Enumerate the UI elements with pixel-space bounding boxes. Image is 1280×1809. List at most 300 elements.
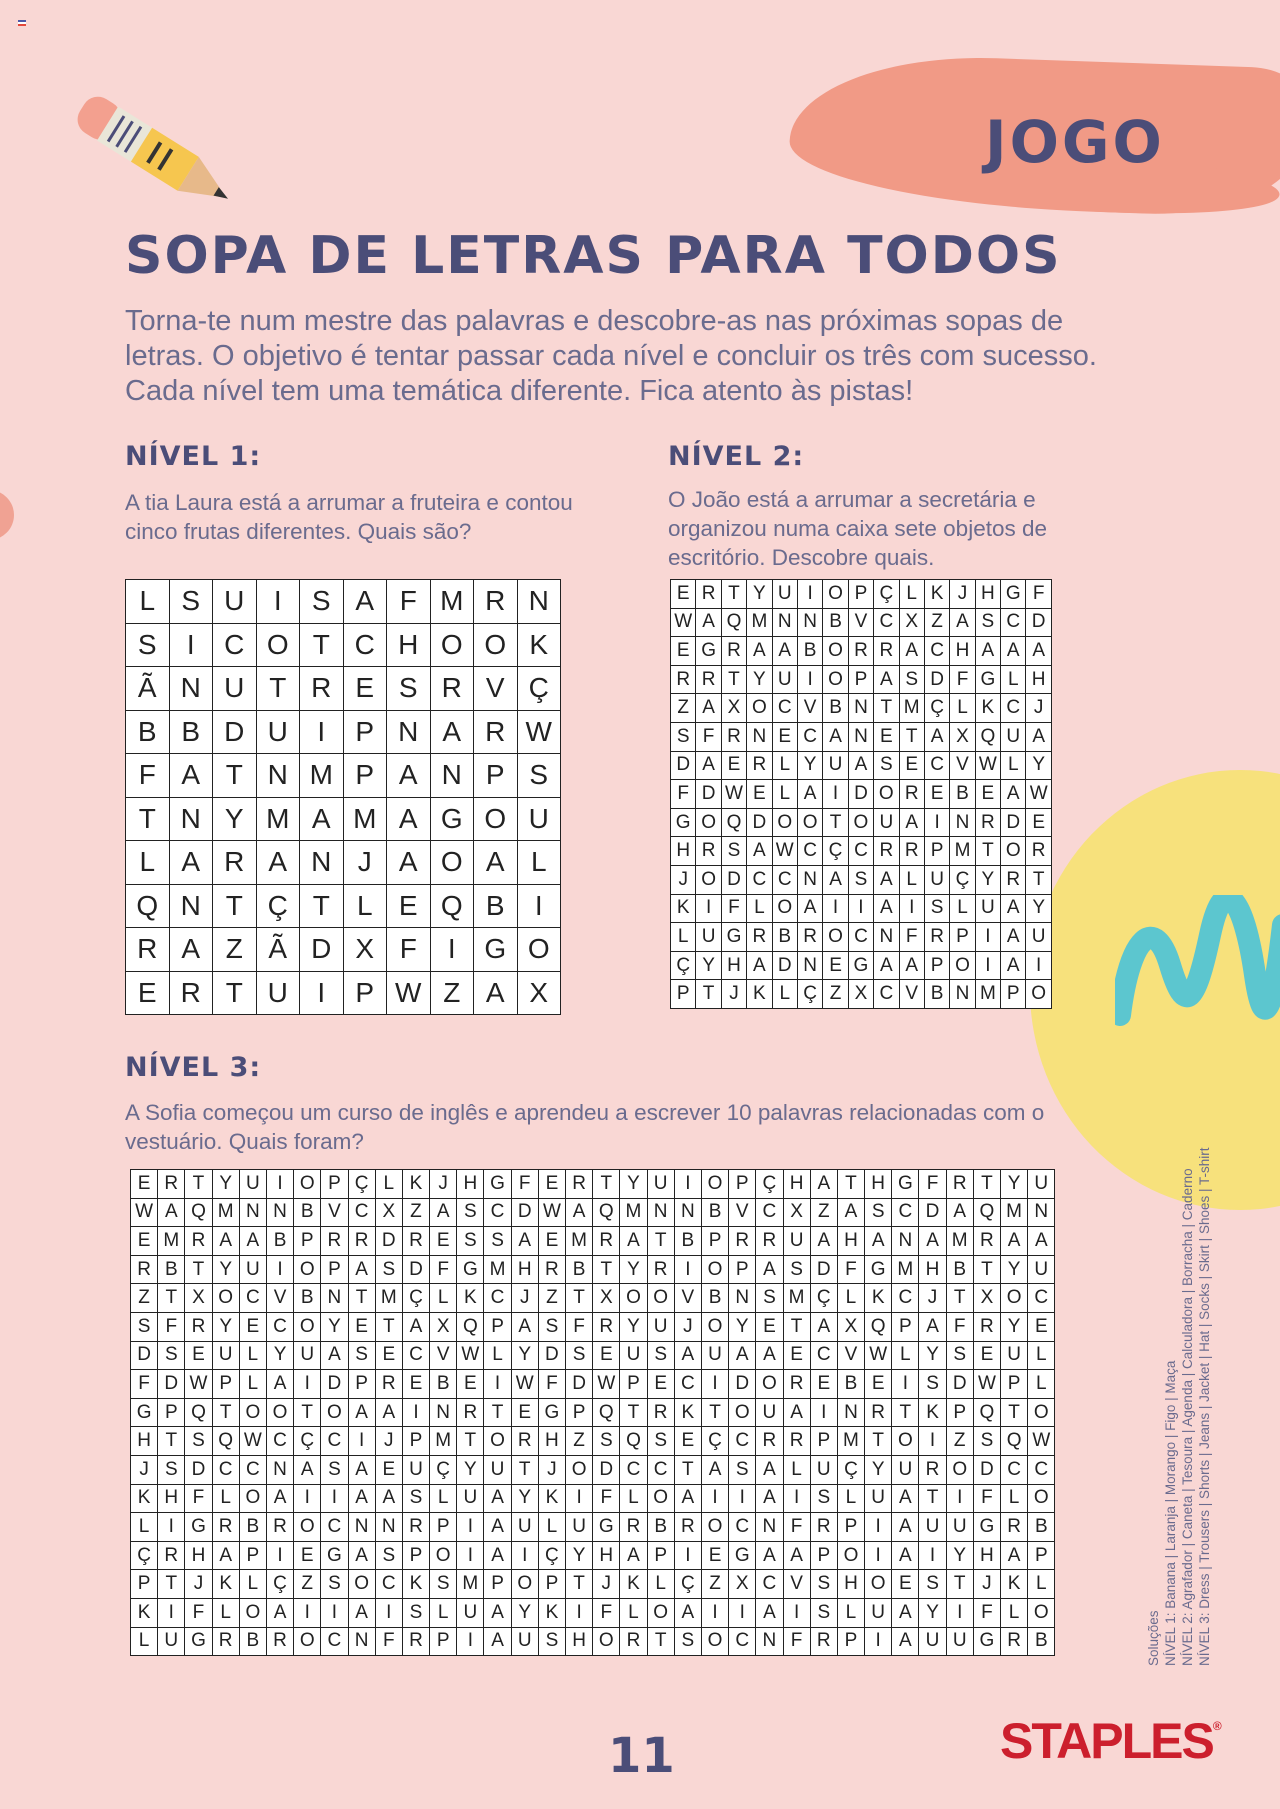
- grid-cell[interactable]: U: [213, 580, 257, 624]
- grid-cell[interactable]: D: [729, 1370, 756, 1399]
- grid-cell[interactable]: Ç: [430, 1455, 457, 1484]
- grid-cell[interactable]: T: [126, 797, 170, 841]
- grid-cell[interactable]: C: [348, 1198, 375, 1227]
- grid-cell[interactable]: G: [865, 1255, 892, 1284]
- grid-cell[interactable]: O: [823, 637, 848, 666]
- grid-cell[interactable]: U: [865, 1598, 892, 1627]
- grid-cell[interactable]: F: [593, 1484, 620, 1513]
- grid-cell[interactable]: L: [620, 1598, 647, 1627]
- grid-cell[interactable]: A: [430, 1198, 457, 1227]
- grid-cell[interactable]: L: [747, 894, 772, 923]
- grid-cell[interactable]: Ç: [131, 1541, 158, 1570]
- grid-cell[interactable]: J: [430, 1170, 457, 1199]
- grid-cell[interactable]: I: [266, 1170, 293, 1199]
- grid-cell[interactable]: F: [131, 1370, 158, 1399]
- grid-cell[interactable]: Ç: [348, 1170, 375, 1199]
- grid-cell[interactable]: T: [973, 1255, 1000, 1284]
- grid-cell[interactable]: T: [158, 1570, 185, 1599]
- grid-cell[interactable]: N: [321, 1284, 348, 1313]
- grid-cell[interactable]: O: [239, 1484, 266, 1513]
- grid-cell[interactable]: N: [729, 1284, 756, 1313]
- grid-cell[interactable]: B: [474, 884, 518, 928]
- grid-cell[interactable]: H: [387, 623, 431, 667]
- grid-cell[interactable]: N: [430, 1398, 457, 1427]
- grid-cell[interactable]: I: [169, 623, 213, 667]
- grid-cell[interactable]: I: [946, 1484, 973, 1513]
- grid-cell[interactable]: N: [348, 1513, 375, 1542]
- grid-cell[interactable]: L: [484, 1341, 511, 1370]
- grid-cell[interactable]: I: [797, 580, 822, 609]
- grid-cell[interactable]: D: [185, 1455, 212, 1484]
- grid-cell[interactable]: I: [484, 1370, 511, 1399]
- grid-cell[interactable]: I: [158, 1513, 185, 1542]
- grid-cell[interactable]: V: [783, 1570, 810, 1599]
- grid-cell[interactable]: U: [892, 1455, 919, 1484]
- grid-cell[interactable]: E: [343, 667, 387, 711]
- grid-cell[interactable]: O: [1001, 1284, 1028, 1313]
- grid-cell[interactable]: A: [266, 1484, 293, 1513]
- grid-cell[interactable]: S: [158, 1455, 185, 1484]
- grid-cell[interactable]: B: [566, 1255, 593, 1284]
- grid-cell[interactable]: Q: [865, 1312, 892, 1341]
- grid-cell[interactable]: O: [566, 1455, 593, 1484]
- grid-cell[interactable]: C: [747, 865, 772, 894]
- grid-cell[interactable]: P: [837, 1513, 864, 1542]
- grid-cell[interactable]: A: [430, 710, 474, 754]
- grid-cell[interactable]: O: [430, 1541, 457, 1570]
- grid-cell[interactable]: R: [593, 1312, 620, 1341]
- grid-cell[interactable]: H: [919, 1255, 946, 1284]
- grid-cell[interactable]: P: [566, 1398, 593, 1427]
- grid-cell[interactable]: A: [1026, 637, 1051, 666]
- grid-cell[interactable]: M: [1001, 1198, 1028, 1227]
- grid-cell[interactable]: E: [131, 1227, 158, 1256]
- grid-cell[interactable]: O: [239, 1398, 266, 1427]
- grid-cell[interactable]: F: [950, 665, 975, 694]
- level2-word-grid[interactable]: [670, 579, 1052, 1009]
- grid-cell[interactable]: I: [865, 1513, 892, 1542]
- grid-cell[interactable]: T: [899, 722, 924, 751]
- grid-cell[interactable]: P: [348, 1370, 375, 1399]
- grid-cell[interactable]: S: [185, 1427, 212, 1456]
- grid-cell[interactable]: R: [300, 667, 344, 711]
- grid-cell[interactable]: K: [538, 1484, 565, 1513]
- grid-cell[interactable]: C: [647, 1455, 674, 1484]
- grid-cell[interactable]: U: [213, 667, 257, 711]
- grid-cell[interactable]: N: [756, 1627, 783, 1656]
- grid-cell[interactable]: K: [402, 1570, 429, 1599]
- grid-cell[interactable]: U: [457, 1484, 484, 1513]
- grid-cell[interactable]: O: [772, 894, 797, 923]
- grid-cell[interactable]: B: [126, 710, 170, 754]
- grid-cell[interactable]: R: [538, 1255, 565, 1284]
- grid-cell[interactable]: G: [696, 637, 721, 666]
- grid-cell[interactable]: Y: [511, 1341, 538, 1370]
- grid-cell[interactable]: S: [848, 865, 873, 894]
- grid-cell[interactable]: S: [721, 837, 746, 866]
- grid-cell[interactable]: D: [1026, 608, 1051, 637]
- grid-cell[interactable]: T: [484, 1398, 511, 1427]
- grid-cell[interactable]: A: [239, 1227, 266, 1256]
- grid-cell[interactable]: O: [696, 808, 721, 837]
- grid-cell[interactable]: T: [1001, 1398, 1028, 1427]
- grid-cell[interactable]: S: [975, 608, 1000, 637]
- grid-cell[interactable]: Y: [1001, 1170, 1028, 1199]
- grid-cell[interactable]: C: [343, 623, 387, 667]
- grid-cell[interactable]: Y: [747, 580, 772, 609]
- grid-cell[interactable]: U: [772, 665, 797, 694]
- grid-cell[interactable]: M: [783, 1284, 810, 1313]
- grid-cell[interactable]: S: [756, 1284, 783, 1313]
- grid-cell[interactable]: A: [484, 1541, 511, 1570]
- grid-cell[interactable]: T: [593, 1255, 620, 1284]
- grid-cell[interactable]: A: [300, 797, 344, 841]
- grid-cell[interactable]: R: [474, 580, 518, 624]
- grid-cell[interactable]: E: [924, 780, 949, 809]
- grid-cell[interactable]: O: [430, 841, 474, 885]
- grid-cell[interactable]: J: [1026, 694, 1051, 723]
- grid-cell[interactable]: D: [721, 865, 746, 894]
- grid-cell[interactable]: K: [131, 1484, 158, 1513]
- grid-cell[interactable]: F: [593, 1598, 620, 1627]
- grid-cell[interactable]: R: [810, 1513, 837, 1542]
- grid-cell[interactable]: Z: [538, 1284, 565, 1313]
- grid-cell[interactable]: Y: [1026, 894, 1051, 923]
- grid-cell[interactable]: N: [950, 808, 975, 837]
- grid-cell[interactable]: B: [169, 710, 213, 754]
- grid-cell[interactable]: I: [919, 1427, 946, 1456]
- grid-cell[interactable]: H: [131, 1427, 158, 1456]
- grid-cell[interactable]: S: [647, 1427, 674, 1456]
- grid-cell[interactable]: J: [919, 1284, 946, 1313]
- grid-cell[interactable]: C: [848, 923, 873, 952]
- grid-cell[interactable]: W: [975, 751, 1000, 780]
- grid-cell[interactable]: T: [1026, 865, 1051, 894]
- grid-cell[interactable]: E: [126, 971, 170, 1015]
- grid-cell[interactable]: Ç: [837, 1455, 864, 1484]
- grid-cell[interactable]: R: [975, 808, 1000, 837]
- grid-cell[interactable]: I: [457, 1627, 484, 1656]
- grid-cell[interactable]: A: [756, 1455, 783, 1484]
- grid-cell[interactable]: C: [484, 1284, 511, 1313]
- grid-cell[interactable]: H: [158, 1484, 185, 1513]
- grid-cell[interactable]: L: [899, 580, 924, 609]
- grid-cell[interactable]: C: [321, 1627, 348, 1656]
- grid-cell[interactable]: R: [593, 1227, 620, 1256]
- grid-cell[interactable]: R: [474, 710, 518, 754]
- grid-cell[interactable]: E: [647, 1370, 674, 1399]
- grid-cell[interactable]: B: [823, 694, 848, 723]
- grid-cell[interactable]: R: [747, 923, 772, 952]
- grid-cell[interactable]: P: [474, 754, 518, 798]
- grid-cell[interactable]: K: [865, 1284, 892, 1313]
- grid-cell[interactable]: I: [919, 1541, 946, 1570]
- grid-cell[interactable]: C: [874, 980, 899, 1009]
- grid-cell[interactable]: R: [924, 923, 949, 952]
- grid-cell[interactable]: C: [892, 1198, 919, 1227]
- grid-cell[interactable]: Ç: [538, 1541, 565, 1570]
- grid-cell[interactable]: I: [924, 808, 949, 837]
- grid-cell[interactable]: N: [674, 1198, 701, 1227]
- grid-cell[interactable]: D: [848, 780, 873, 809]
- grid-cell[interactable]: E: [593, 1341, 620, 1370]
- grid-cell[interactable]: M: [892, 1255, 919, 1284]
- grid-cell[interactable]: X: [973, 1284, 1000, 1313]
- grid-cell[interactable]: Y: [212, 1312, 239, 1341]
- grid-cell[interactable]: R: [899, 780, 924, 809]
- grid-cell[interactable]: N: [266, 1198, 293, 1227]
- grid-cell[interactable]: T: [213, 884, 257, 928]
- grid-cell[interactable]: N: [756, 1513, 783, 1542]
- grid-cell[interactable]: B: [294, 1284, 321, 1313]
- grid-cell[interactable]: P: [647, 1541, 674, 1570]
- grid-cell[interactable]: K: [402, 1170, 429, 1199]
- grid-cell[interactable]: L: [1001, 1484, 1028, 1513]
- grid-cell[interactable]: P: [402, 1427, 429, 1456]
- grid-cell[interactable]: E: [671, 637, 696, 666]
- grid-cell[interactable]: Z: [810, 1198, 837, 1227]
- grid-cell[interactable]: D: [671, 751, 696, 780]
- grid-cell[interactable]: A: [321, 1341, 348, 1370]
- grid-cell[interactable]: I: [729, 1484, 756, 1513]
- grid-cell[interactable]: F: [783, 1627, 810, 1656]
- grid-cell[interactable]: S: [674, 1627, 701, 1656]
- grid-cell[interactable]: A: [848, 751, 873, 780]
- grid-cell[interactable]: E: [892, 1570, 919, 1599]
- grid-cell[interactable]: F: [973, 1484, 1000, 1513]
- grid-cell[interactable]: R: [973, 1227, 1000, 1256]
- grid-cell[interactable]: A: [865, 1227, 892, 1256]
- grid-cell[interactable]: J: [950, 580, 975, 609]
- grid-cell[interactable]: T: [213, 754, 257, 798]
- grid-cell[interactable]: E: [823, 951, 848, 980]
- grid-cell[interactable]: A: [756, 1598, 783, 1627]
- grid-cell[interactable]: O: [294, 1627, 321, 1656]
- grid-cell[interactable]: F: [919, 1170, 946, 1199]
- grid-cell[interactable]: S: [517, 754, 561, 798]
- grid-cell[interactable]: G: [721, 923, 746, 952]
- grid-cell[interactable]: E: [810, 1370, 837, 1399]
- grid-cell[interactable]: Y: [1026, 751, 1051, 780]
- grid-cell[interactable]: I: [294, 1484, 321, 1513]
- grid-cell[interactable]: X: [517, 971, 561, 1015]
- grid-cell[interactable]: W: [1026, 780, 1051, 809]
- grid-cell[interactable]: Q: [620, 1427, 647, 1456]
- grid-cell[interactable]: T: [975, 837, 1000, 866]
- grid-cell[interactable]: D: [810, 1255, 837, 1284]
- grid-cell[interactable]: B: [837, 1370, 864, 1399]
- grid-cell[interactable]: P: [321, 1170, 348, 1199]
- grid-cell[interactable]: C: [797, 837, 822, 866]
- grid-cell[interactable]: C: [772, 694, 797, 723]
- grid-cell[interactable]: J: [671, 865, 696, 894]
- grid-cell[interactable]: R: [783, 1370, 810, 1399]
- grid-cell[interactable]: E: [538, 1227, 565, 1256]
- grid-cell[interactable]: G: [457, 1255, 484, 1284]
- grid-cell[interactable]: I: [348, 1427, 375, 1456]
- grid-cell[interactable]: U: [457, 1598, 484, 1627]
- grid-cell[interactable]: U: [1028, 1170, 1055, 1199]
- grid-cell[interactable]: D: [566, 1370, 593, 1399]
- grid-cell[interactable]: N: [747, 722, 772, 751]
- grid-cell[interactable]: I: [674, 1255, 701, 1284]
- grid-cell[interactable]: W: [538, 1198, 565, 1227]
- grid-cell[interactable]: T: [185, 1255, 212, 1284]
- grid-cell[interactable]: L: [620, 1484, 647, 1513]
- grid-cell[interactable]: A: [348, 1484, 375, 1513]
- grid-cell[interactable]: R: [1026, 837, 1051, 866]
- grid-cell[interactable]: O: [212, 1284, 239, 1313]
- grid-cell[interactable]: T: [823, 808, 848, 837]
- grid-cell[interactable]: C: [375, 1570, 402, 1599]
- grid-cell[interactable]: T: [721, 580, 746, 609]
- grid-cell[interactable]: A: [387, 797, 431, 841]
- grid-cell[interactable]: U: [1028, 1255, 1055, 1284]
- grid-cell[interactable]: U: [294, 1341, 321, 1370]
- grid-cell[interactable]: Q: [430, 884, 474, 928]
- grid-cell[interactable]: E: [538, 1170, 565, 1199]
- grid-cell[interactable]: H: [511, 1255, 538, 1284]
- grid-cell[interactable]: O: [266, 1398, 293, 1427]
- grid-cell[interactable]: Z: [131, 1284, 158, 1313]
- grid-cell[interactable]: P: [131, 1570, 158, 1599]
- grid-cell[interactable]: Y: [457, 1455, 484, 1484]
- grid-cell[interactable]: W: [865, 1341, 892, 1370]
- grid-cell[interactable]: A: [1026, 722, 1051, 751]
- grid-cell[interactable]: N: [169, 667, 213, 711]
- grid-cell[interactable]: D: [321, 1370, 348, 1399]
- grid-cell[interactable]: B: [701, 1284, 728, 1313]
- grid-cell[interactable]: Y: [620, 1312, 647, 1341]
- grid-cell[interactable]: Q: [457, 1312, 484, 1341]
- grid-cell[interactable]: K: [919, 1398, 946, 1427]
- grid-cell[interactable]: A: [566, 1198, 593, 1227]
- grid-cell[interactable]: U: [919, 1513, 946, 1542]
- grid-cell[interactable]: G: [892, 1170, 919, 1199]
- grid-cell[interactable]: T: [892, 1398, 919, 1427]
- grid-cell[interactable]: O: [294, 1312, 321, 1341]
- grid-cell[interactable]: F: [946, 1312, 973, 1341]
- grid-cell[interactable]: S: [865, 1198, 892, 1227]
- grid-cell[interactable]: T: [158, 1427, 185, 1456]
- grid-cell[interactable]: X: [848, 980, 873, 1009]
- grid-cell[interactable]: A: [919, 1227, 946, 1256]
- grid-cell[interactable]: A: [696, 608, 721, 637]
- grid-cell[interactable]: F: [185, 1484, 212, 1513]
- grid-cell[interactable]: F: [126, 754, 170, 798]
- grid-cell[interactable]: S: [300, 580, 344, 624]
- grid-cell[interactable]: I: [946, 1598, 973, 1627]
- grid-cell[interactable]: A: [874, 894, 899, 923]
- grid-cell[interactable]: H: [837, 1227, 864, 1256]
- grid-cell[interactable]: M: [457, 1570, 484, 1599]
- grid-cell[interactable]: R: [756, 1427, 783, 1456]
- grid-cell[interactable]: R: [185, 1312, 212, 1341]
- grid-cell[interactable]: T: [300, 884, 344, 928]
- grid-cell[interactable]: Q: [973, 1198, 1000, 1227]
- grid-cell[interactable]: A: [899, 637, 924, 666]
- grid-cell[interactable]: P: [343, 971, 387, 1015]
- grid-cell[interactable]: I: [300, 971, 344, 1015]
- grid-cell[interactable]: C: [484, 1198, 511, 1227]
- grid-cell[interactable]: U: [924, 865, 949, 894]
- grid-cell[interactable]: A: [484, 1513, 511, 1542]
- grid-cell[interactable]: R: [747, 751, 772, 780]
- grid-cell[interactable]: A: [387, 754, 431, 798]
- grid-cell[interactable]: L: [239, 1570, 266, 1599]
- grid-cell[interactable]: R: [402, 1627, 429, 1656]
- grid-cell[interactable]: Y: [566, 1541, 593, 1570]
- grid-cell[interactable]: J: [375, 1427, 402, 1456]
- grid-cell[interactable]: C: [620, 1455, 647, 1484]
- grid-cell[interactable]: L: [430, 1484, 457, 1513]
- grid-cell[interactable]: C: [266, 1427, 293, 1456]
- grid-cell[interactable]: E: [701, 1541, 728, 1570]
- grid-cell[interactable]: R: [671, 665, 696, 694]
- grid-cell[interactable]: R: [1001, 1513, 1028, 1542]
- grid-cell[interactable]: S: [402, 1484, 429, 1513]
- grid-cell[interactable]: P: [946, 1398, 973, 1427]
- grid-cell[interactable]: U: [212, 1341, 239, 1370]
- grid-cell[interactable]: T: [158, 1284, 185, 1313]
- grid-cell[interactable]: A: [474, 841, 518, 885]
- grid-cell[interactable]: Y: [266, 1341, 293, 1370]
- grid-cell[interactable]: K: [671, 894, 696, 923]
- grid-cell[interactable]: Y: [696, 951, 721, 980]
- grid-cell[interactable]: O: [747, 694, 772, 723]
- grid-cell[interactable]: Q: [1001, 1427, 1028, 1456]
- grid-cell[interactable]: U: [946, 1513, 973, 1542]
- grid-cell[interactable]: A: [874, 951, 899, 980]
- grid-cell[interactable]: X: [185, 1284, 212, 1313]
- grid-cell[interactable]: K: [457, 1284, 484, 1313]
- grid-cell[interactable]: N: [950, 980, 975, 1009]
- grid-cell[interactable]: T: [300, 623, 344, 667]
- grid-cell[interactable]: S: [457, 1227, 484, 1256]
- grid-cell[interactable]: Y: [919, 1598, 946, 1627]
- grid-cell[interactable]: H: [783, 1170, 810, 1199]
- grid-cell[interactable]: A: [756, 1341, 783, 1370]
- grid-cell[interactable]: B: [239, 1627, 266, 1656]
- grid-cell[interactable]: L: [783, 1455, 810, 1484]
- grid-cell[interactable]: Q: [185, 1198, 212, 1227]
- grid-cell[interactable]: W: [511, 1370, 538, 1399]
- grid-cell[interactable]: Z: [402, 1198, 429, 1227]
- grid-cell[interactable]: R: [899, 837, 924, 866]
- grid-cell[interactable]: F: [387, 580, 431, 624]
- grid-cell[interactable]: Y: [620, 1255, 647, 1284]
- grid-cell[interactable]: A: [294, 1455, 321, 1484]
- grid-cell[interactable]: R: [375, 1370, 402, 1399]
- grid-cell[interactable]: A: [1028, 1227, 1055, 1256]
- grid-cell[interactable]: A: [1001, 637, 1026, 666]
- grid-cell[interactable]: Q: [185, 1398, 212, 1427]
- grid-cell[interactable]: Ç: [402, 1284, 429, 1313]
- grid-cell[interactable]: P: [158, 1398, 185, 1427]
- grid-cell[interactable]: L: [837, 1484, 864, 1513]
- grid-cell[interactable]: D: [213, 710, 257, 754]
- grid-cell[interactable]: O: [865, 1570, 892, 1599]
- grid-cell[interactable]: A: [620, 1541, 647, 1570]
- grid-cell[interactable]: P: [212, 1370, 239, 1399]
- grid-cell[interactable]: Y: [975, 865, 1000, 894]
- grid-cell[interactable]: P: [950, 923, 975, 952]
- grid-cell[interactable]: L: [131, 1627, 158, 1656]
- grid-cell[interactable]: C: [756, 1570, 783, 1599]
- grid-cell[interactable]: S: [919, 1570, 946, 1599]
- grid-cell[interactable]: P: [701, 1227, 728, 1256]
- grid-cell[interactable]: B: [294, 1198, 321, 1227]
